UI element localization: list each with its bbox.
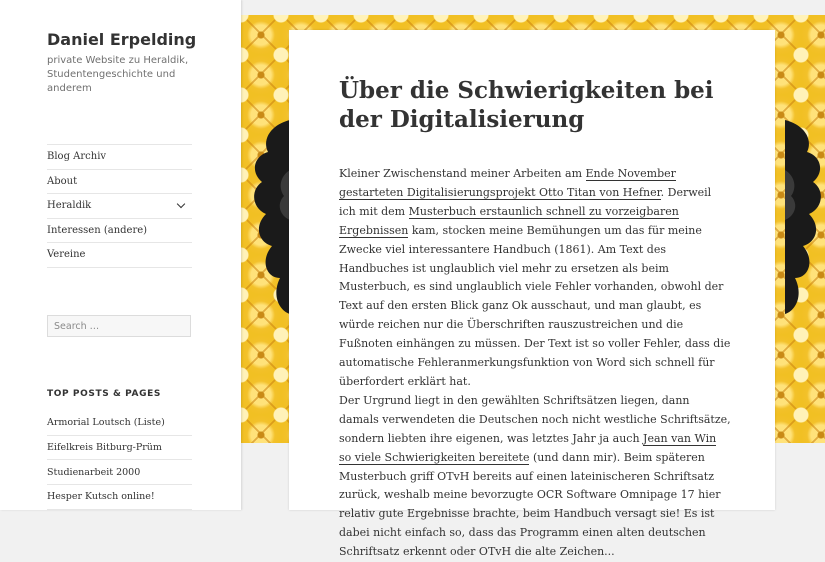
nav-item-label[interactable]: Vereine <box>47 249 86 261</box>
list-item[interactable] <box>47 436 192 461</box>
list-item[interactable] <box>47 485 192 510</box>
main-nav <box>47 144 192 268</box>
list-item[interactable] <box>47 411 192 436</box>
text: (und dann mir). Beim späteren Musterbuch griff OTvH bereits auf einen lateinischeren Schriftsatz zurück, weshalb meine bevorzugte OCR Software Omnipage 17 hier relativ gute Ergebnisse brachte, beim Handbuch versagt sie! Es ist dabei nicht einfach so, dass das Programm einen alten deutschen Schriftsatz erkennt oder OTvH die alte Zeichen... <box>339 450 721 559</box>
search-input[interactable] <box>47 315 191 337</box>
link-musterbuch[interactable]: Musterbuch erstaunlich schnell zu vorzeigbaren Ergebnissen <box>339 204 679 237</box>
list-item-label[interactable]: Hesper Kutsch online! <box>47 491 155 503</box>
link-digitalisierungsprojekt[interactable]: Ende November gestarteten Digitalisierungsprojekt Otto Titan von Hefner <box>339 167 676 199</box>
nav-item-label[interactable]: Blog Archiv <box>47 151 107 163</box>
paragraph <box>339 165 731 392</box>
nav-item-label[interactable]: Interessen (andere) <box>47 224 148 236</box>
post-title: Über die Schwierigkeiten bei der Digitalisierung <box>339 77 714 133</box>
list-item[interactable] <box>47 460 192 485</box>
sidebar <box>0 0 241 510</box>
eagle-wing-right-image <box>785 110 825 350</box>
nav-item-interessen[interactable] <box>47 219 192 244</box>
nav-item-vereine[interactable] <box>47 243 192 268</box>
eagle-wing-left-image <box>250 110 290 350</box>
text: kam, stocken meine Bemühungen um das für meine Zwecke viel interessantere Handbuch (1861). Am Text des Handbuches ist unglaublich viel mehr zu ersetzen als beim Musterbuch, es sind unglaublich viele Fehler vorhanden, obwohl der Text auf den ersten Blick ganz Ok ausschaut, und man glaubt, es würde reichen nur die Überschriften rauszustreichen und die Fußnoten einhängen zu müssen. Der Text ist so voller Fehler, dass die automatische Fehleranmerkungsfunktion von Word sich schnell für überfordert erklärt hat. <box>339 223 731 388</box>
post-content <box>339 165 731 562</box>
site-title[interactable]: Daniel Erpelding <box>47 30 197 49</box>
nav-item-label[interactable]: Heraldik <box>47 200 92 212</box>
chevron-down-icon[interactable] <box>177 200 185 208</box>
list-item-label[interactable]: Armorial Loutsch (Liste) <box>47 417 165 429</box>
list-item-label[interactable]: Eifelkreis Bitburg-Prüm <box>47 442 162 454</box>
nav-item-heraldik[interactable] <box>47 194 192 219</box>
link-jean-van-win[interactable]: Jean van Win so viele Schwierigkeiten bereitete <box>339 431 717 464</box>
paragraph <box>339 392 731 562</box>
text: Der Urgrund liegt in den gewählten Schriftsätzen liegen, dann damals verwendeten die Deutschen noch nicht westliche Schriftsätze, sondern liebten ihre eigenen, was letztes Jahr ja auch <box>339 393 731 445</box>
top-posts-list <box>47 411 192 510</box>
post-article <box>289 30 775 559</box>
nav-item-blog-archiv[interactable] <box>47 145 192 170</box>
widget-title: TOP POSTS & PAGES <box>47 389 161 399</box>
text: . Derweil ich mit dem <box>339 185 712 218</box>
list-item-label[interactable]: Studienarbeit 2000 <box>47 466 141 478</box>
text: Kleiner Zwischenstand meiner Arbeiten am <box>339 167 586 180</box>
site-description: private Website zu Heraldik, Studentengeschichte und anderem <box>47 55 189 94</box>
nav-item-label[interactable]: About <box>47 175 78 187</box>
nav-item-about[interactable] <box>47 170 192 195</box>
